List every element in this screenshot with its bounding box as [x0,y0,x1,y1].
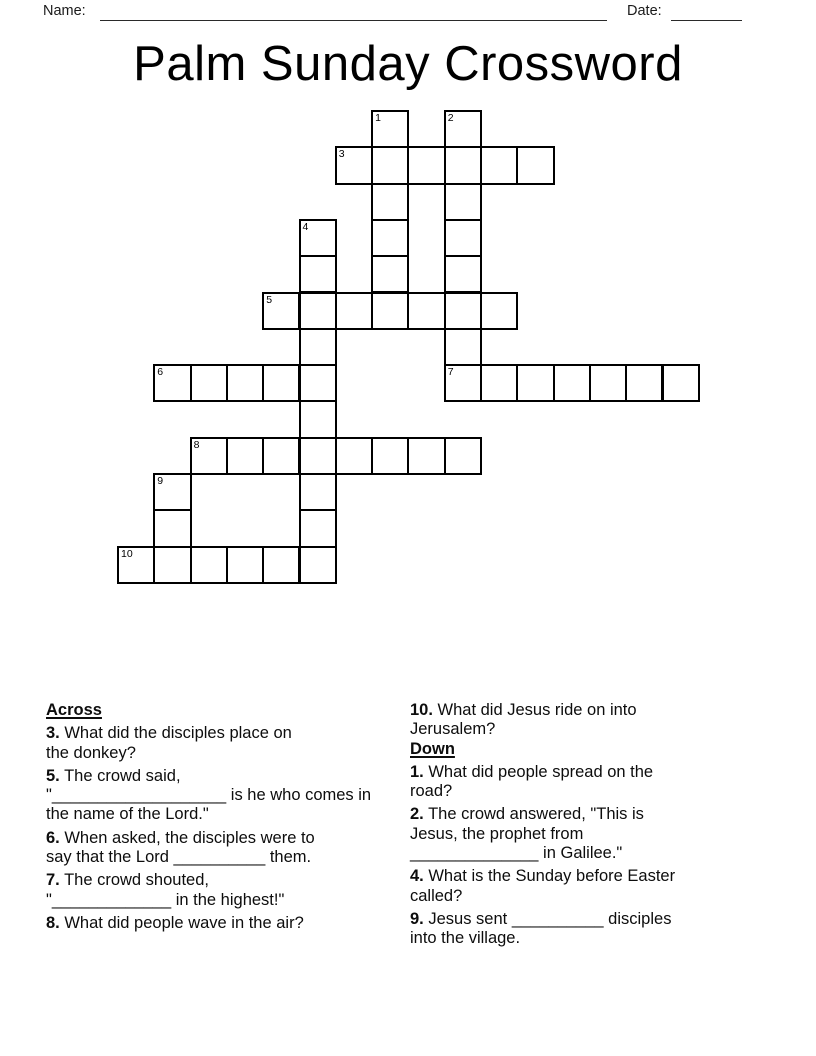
crossword-cell[interactable] [190,546,228,584]
clue-across-8 [46,914,416,933]
clue-down-2 [410,805,794,863]
crossword-cell[interactable] [371,110,409,148]
crossword-cell[interactable] [444,219,482,257]
crossword-cell[interactable] [153,509,191,547]
clue-across-7 [46,871,416,910]
crossword-cell[interactable] [299,437,337,475]
crossword-cell[interactable] [444,328,482,366]
clue-number: 7. [46,871,60,890]
clue-number: 4. [410,867,424,886]
clue-number: 10. [410,701,433,719]
crossword-cell[interactable] [371,219,409,257]
crossword-cell[interactable] [480,292,518,330]
crossword-cell[interactable] [117,546,155,584]
crossword-cell[interactable] [444,183,482,221]
crossword-cell[interactable] [516,364,554,402]
crossword-cell[interactable] [335,437,373,475]
crossword-cell[interactable] [516,146,554,184]
clue-number: 6. [46,828,60,847]
crossword-cell[interactable] [190,437,228,475]
crossword-cell[interactable] [299,400,337,438]
clue-across-5 [46,767,416,825]
crossword-cell[interactable] [444,110,482,148]
crossword-cell[interactable] [153,364,191,402]
crossword-cell[interactable] [371,255,409,293]
crossword-cell[interactable] [226,546,264,584]
clue-text: What did the disciples place on the donkey? [46,724,292,762]
clue-across-3 [46,724,416,763]
crossword-cell[interactable] [299,292,337,330]
cell-number: 3 [338,148,345,161]
crossword-cell[interactable] [262,292,300,330]
crossword-cell[interactable] [299,255,337,293]
crossword-cell[interactable] [153,473,191,511]
clue-text: What did people wave in the air? [64,913,304,932]
clue-down-9 [410,910,794,949]
clue-text: The crowd said, "___________________ is he who comes in the name of the Lord." [46,766,372,824]
date-blank-line[interactable] [671,5,742,21]
clue-number: 9. [410,909,424,928]
crossword-cell[interactable] [371,183,409,221]
crossword-cell[interactable] [299,219,337,257]
crossword-cell[interactable] [407,437,445,475]
crossword-cell[interactable] [589,364,627,402]
crossword-grid [117,110,701,585]
crossword-cell[interactable] [371,292,409,330]
clue-number: 2. [410,805,424,824]
crossword-cell[interactable] [553,364,591,402]
crossword-cell[interactable] [480,364,518,402]
crossword-cell[interactable] [625,364,663,402]
crossword-cell[interactable] [444,292,482,330]
clue-text: When asked, the disciples were to say that the Lord __________ them. [46,828,315,867]
crossword-cell[interactable] [335,146,373,184]
crossword-cell[interactable] [299,328,337,366]
page-title: Palm Sunday Crossword [133,37,683,91]
across-clues-column [46,701,416,933]
crossword-cell[interactable] [444,364,482,402]
crossword-cell[interactable] [407,146,445,184]
crossword-cell[interactable] [444,437,482,475]
clue-number: 3. [46,724,60,743]
across-heading: Across [46,701,102,719]
crossword-cell[interactable] [262,364,300,402]
crossword-cell[interactable] [444,255,482,293]
crossword-cell[interactable] [226,364,264,402]
crossword-cell[interactable] [299,473,337,511]
cell-number: 1 [375,112,381,124]
crossword-cell[interactable] [299,364,337,402]
clue-down-4 [410,867,794,906]
crossword-cell[interactable] [153,546,191,584]
down-clues-column [410,701,794,949]
clue-number: 1. [410,762,424,781]
crossword-cell[interactable] [299,509,337,547]
cell-number: 10 [121,547,133,560]
crossword-cell[interactable] [371,437,409,475]
crossword-cell[interactable] [262,437,300,475]
crossword-cell[interactable] [190,364,228,402]
crossword-cell[interactable] [480,146,518,184]
cell-number: 7 [447,366,454,379]
clue-text: Jesus sent __________ disciples into the village. [410,909,672,948]
down-heading: Down [410,739,455,758]
crossword-cell[interactable] [226,437,264,475]
crossword-cell[interactable] [407,292,445,330]
clue-across-10 [410,701,794,740]
clue-down-1 [410,763,794,802]
clue-text: What did people spread on the road? [410,762,654,801]
clue-text: The crowd shouted, "_____________ in the highest!" [46,871,285,909]
clue-across-6 [46,829,416,868]
crossword-cell[interactable] [262,546,300,584]
cell-number: 4 [302,220,309,233]
clue-text: What is the Sunday before Easter called? [410,867,676,905]
cell-number: 9 [157,475,164,487]
clue-number: 8. [46,913,60,932]
crossword-cell[interactable] [371,146,409,184]
clue-number: 5. [46,766,60,785]
date-label: Date: [627,3,662,19]
name-label: Name: [43,3,86,19]
clue-text: The crowd answered, "This is Jesus, the prophet from ______________ in Galilee." [410,805,644,863]
cell-number: 5 [266,293,273,306]
cell-number: 2 [447,112,454,124]
clue-text: What did Jesus ride on into Jerusalem? [410,701,637,739]
crossword-cell[interactable] [662,364,700,402]
crossword-cell[interactable] [335,292,373,330]
crossword-cell[interactable] [444,146,482,184]
cell-number: 6 [157,366,164,379]
crossword-cell[interactable] [299,546,337,584]
name-blank-line[interactable] [100,5,607,21]
cell-number: 8 [193,438,200,451]
